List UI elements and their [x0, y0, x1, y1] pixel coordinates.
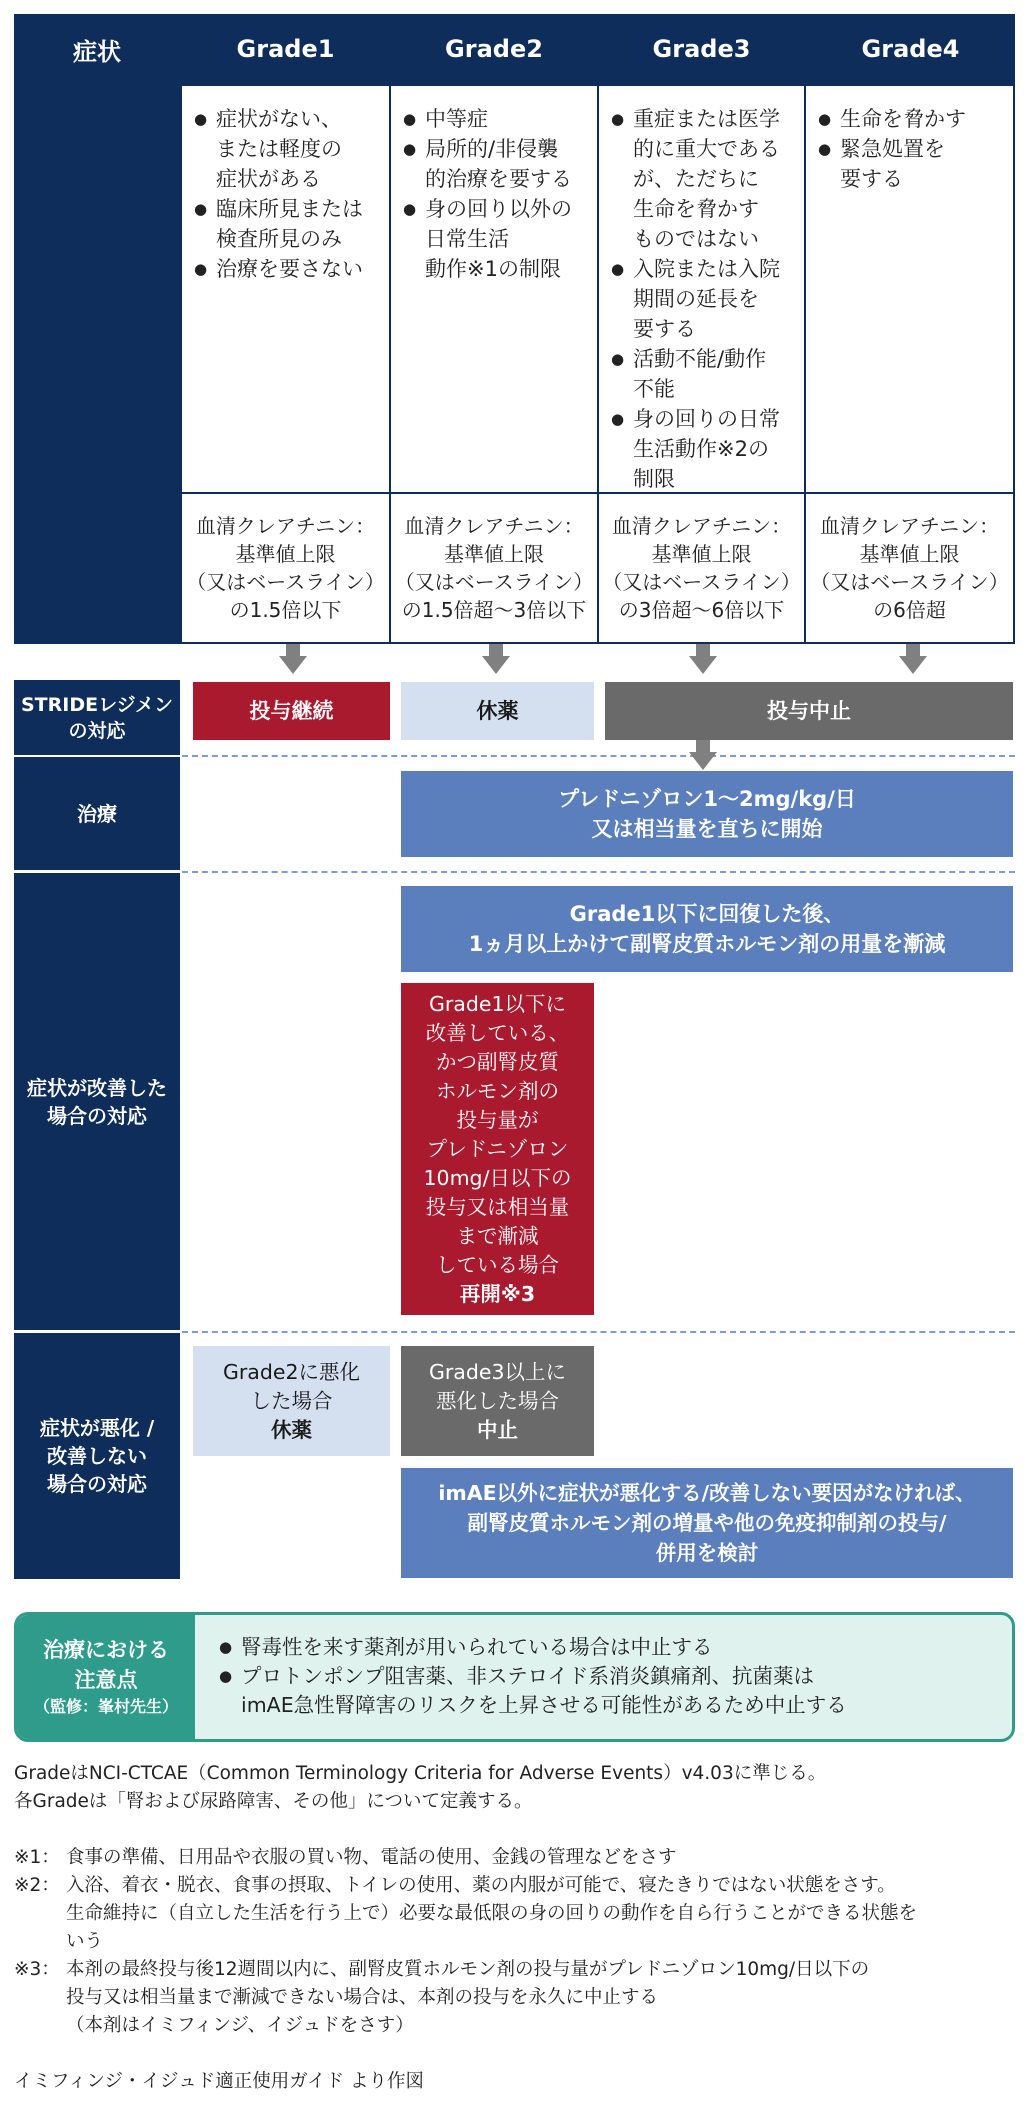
symptom-cell-grade4 — [806, 86, 1013, 492]
stride-discontinue: 投与中止 — [605, 682, 1013, 740]
footnote-1-mark: ※1： — [14, 1847, 60, 1868]
symptom-item: ● 局所的/非侵襲 的治療を要する — [403, 134, 587, 194]
divider-stride — [182, 755, 1015, 757]
header-grade1: Grade1 — [236, 35, 335, 63]
arrow-grade4 — [899, 656, 927, 674]
footnote-3-mark: ※3： — [14, 1959, 60, 1980]
worsened-grade3-text: Grade3以上に 悪化した場合 — [428, 1359, 567, 1413]
symptom-item: ● 緊急処置を 要する — [818, 134, 1003, 194]
improved-resume — [401, 983, 594, 1315]
symptom-item: ● 症状がない、 または軽度の 症状がある — [194, 104, 379, 194]
treatment-label: 治療 — [14, 757, 180, 870]
arrow-grade3 — [689, 656, 717, 674]
divider-treatment — [182, 871, 1015, 873]
symptom-item: ● 活動不能/動作 不能 — [611, 344, 794, 404]
arrow-stem-treatment — [696, 740, 710, 752]
footnote-1 — [14, 1844, 1019, 1872]
header-symptom: 症状 — [73, 37, 121, 66]
caution-label-panel — [17, 1615, 195, 1739]
worsened-grade2 — [193, 1346, 390, 1456]
footnote-3-text: 本剤の最終投与後12週間以内に、副腎皮質ホルモン剤の投与量がプレドニゾロン10mg/日以下の 投与又は相当量まで漸減できない場合は、本剤の投与を永久に中止する （本剤はイミフィンジ、イジュドをさす） — [66, 1959, 870, 2036]
arrow-grade1 — [279, 656, 307, 674]
symptom-item: ● 身の回り以外の 日常生活 動作※1の制限 — [403, 194, 587, 284]
symptom-item: ● 重症または医学 的に重大である が、ただちに 生命を脅かす ものではない — [611, 104, 794, 254]
note-grade-standard: GradeはNCI-CTCAE（Common Terminology Criteria for Adverse Events）v4.03に準じる。 — [14, 1763, 827, 1784]
resume-label: 再開※3 — [459, 1281, 536, 1306]
caution-label: 治療における 注意点 — [43, 1638, 169, 1692]
creatinine-grade1: 血清クレアチニン： 基準値上限 （又はベースライン） の1.5倍以下 — [182, 494, 389, 642]
symptom-cell-grade1 — [182, 86, 389, 492]
worsened-label: 症状が悪化 / 改善しない 場合の対応 — [14, 1333, 180, 1579]
stride-continue: 投与継続 — [193, 682, 390, 740]
arrow-stem-grade4 — [906, 644, 920, 656]
header-grade4: Grade4 — [861, 35, 960, 63]
caution-item-1: ● 腎毒性を来す薬剤が用いられている場合は中止する — [219, 1633, 847, 1662]
header-grade3: Grade3 — [652, 35, 751, 63]
header-grade2: Grade2 — [445, 35, 543, 63]
note-grade-definition: 各Gradeは「腎および尿路障害、その他」について定義する。 — [14, 1791, 533, 1812]
symptom-item: ● 中等症 — [403, 104, 587, 134]
footnote-2-text: 入浴、着衣・脱衣、食事の摂取、トイレの使用、薬の内服が可能で、寝たきりではない状態をさす。 生命維持に（自立した生活を行う上で）必要な最低限の身の回りの動作を自ら行うことができる状態を いう — [66, 1875, 918, 1952]
improved-label: 症状が改善した 場合の対応 — [14, 873, 180, 1330]
symptom-item: ● 身の回りの日常 生活動作※2の 制限 — [611, 404, 794, 494]
creatinine-grade2: 血清クレアチニン： 基準値上限 （又はベースライン） の1.5倍超～3倍以下 — [391, 494, 597, 642]
caution-supervisor: （監修：峯村先生） — [33, 1697, 178, 1716]
treatment-prednisolone: プレドニゾロン1～2mg/kg/日 又は相当量を直ちに開始 — [401, 771, 1013, 857]
worsened-grade3-action: 中止 — [477, 1417, 518, 1442]
symptom-item: ● 臨床所見または 検査所見のみ — [194, 194, 379, 254]
arrow-stem-grade2 — [489, 644, 503, 656]
arrow-treatment — [689, 752, 717, 770]
arrow-stem-grade1 — [286, 644, 300, 656]
footnote-2 — [14, 1872, 1019, 1956]
improved-taper: Grade1以下に回復した後、 1ヵ月以上かけて副腎皮質ホルモン剤の用量を漸減 — [401, 886, 1013, 972]
resume-condition: Grade1以下に 改善している、 かつ副腎皮質 ホルモン剤の 投与量が プレドニゾロン 10mg/日以下の 投与又は相当量 まで漸減 している場合 — [423, 991, 572, 1277]
footnote-1-text: 食事の準備、日用品や衣服の買い物、電話の使用、金銭の管理などをさす — [66, 1847, 677, 1868]
divider-improved — [182, 1331, 1015, 1333]
symptom-cell-grade2 — [391, 86, 597, 492]
symptom-item: ● 治療を要さない — [194, 254, 379, 284]
worsened-imae: imAE以外に症状が悪化する/改善しない要因がなければ、 副腎皮質ホルモン剤の増量や他の免疫抑制剤の投与/ 併用を検討 — [401, 1468, 1013, 1578]
symptom-item: ● 生命を脅かす — [818, 104, 1003, 134]
symptom-cell-grade3 — [599, 86, 804, 492]
worsened-grade2-text: Grade2に悪化 した場合 — [222, 1359, 361, 1413]
symptom-item: ● 入院または入院 期間の延長を 要する — [611, 254, 794, 344]
creatinine-grade4: 血清クレアチニン： 基準値上限 （又はベースライン） の6倍超 — [806, 494, 1013, 642]
caution-box — [14, 1612, 1015, 1742]
caution-item-2: ● プロトンポンプ阻害薬、非ステロイド系消炎鎮痛剤、抗菌薬は imAE急性腎障害のリスクを上昇させる可能性があるため中止する — [219, 1662, 847, 1720]
arrow-grade2 — [482, 656, 510, 674]
worsened-grade3 — [401, 1346, 594, 1456]
arrow-stem-grade3 — [696, 644, 710, 656]
stride-hold: 休薬 — [401, 682, 594, 740]
creatinine-grade3: 血清クレアチニン： 基準値上限 （又はベースライン） の3倍超～6倍以下 — [599, 494, 804, 642]
caution-list — [207, 1615, 857, 1720]
footnote-2-mark: ※2： — [14, 1875, 60, 1896]
worsened-grade2-action: 休薬 — [271, 1417, 312, 1442]
footnotes — [14, 1760, 1019, 2096]
stride-label: STRIDEレジメン の対応 — [14, 680, 180, 755]
footnote-3 — [14, 1956, 1019, 2040]
source-citation: イミフィンジ・イジュド適正使用ガイド より作図 — [14, 2071, 425, 2092]
